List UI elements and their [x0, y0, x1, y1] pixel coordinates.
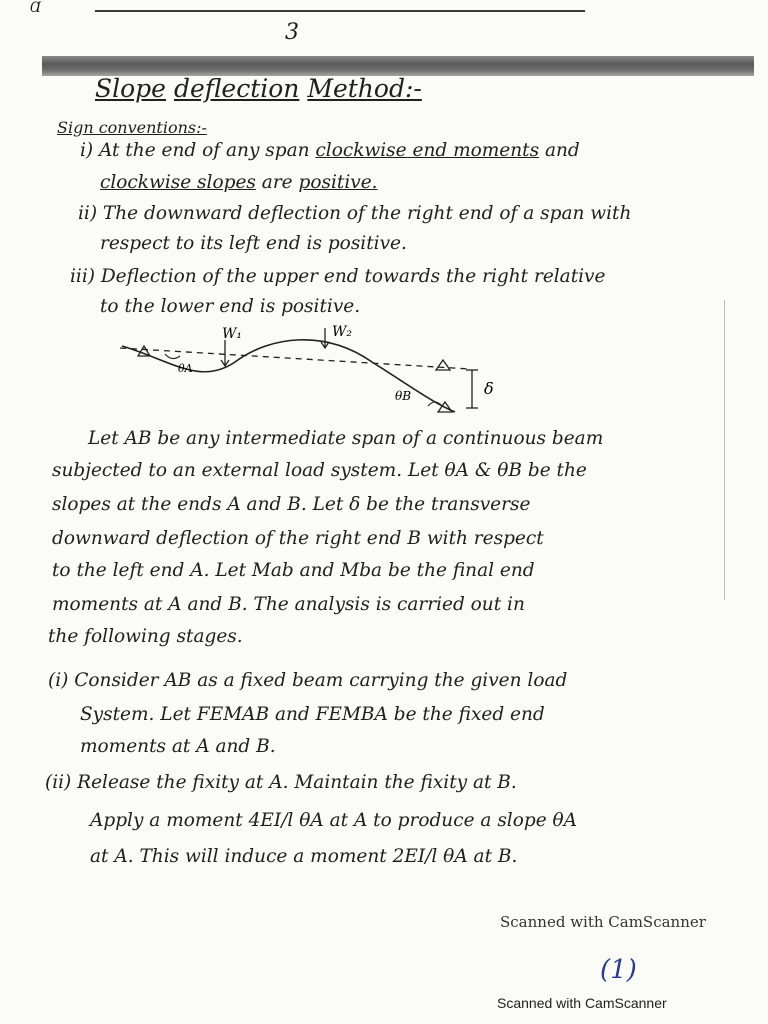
label-w1: W₁: [222, 326, 243, 342]
label-delta: δ: [484, 379, 494, 398]
paragraph-line-3: slopes at the ends A and B. Let δ be the transverse: [52, 494, 531, 515]
theta-a-arc: [165, 354, 180, 359]
notebook-header-bar: [42, 56, 754, 76]
margin-line: [724, 300, 725, 600]
sign-conventions-heading: Sign conventions:-: [57, 118, 207, 137]
paragraph-line-2: subjected to an external load system. Let θA & θB be the: [52, 460, 587, 481]
text-span: i) At the end of any span: [80, 140, 316, 161]
convention-iii-line1: iii) Deflection of the upper end towards the right relative: [70, 266, 606, 287]
page-title: [95, 74, 422, 103]
label-theta-b: θB: [395, 389, 412, 403]
convention-ii-line2: respect to its left end is positive.: [100, 233, 407, 254]
convention-iii-line2: to the lower end is positive.: [100, 296, 361, 317]
text-span-underlined: clockwise end moments: [315, 140, 540, 161]
text-span: are: [255, 172, 299, 193]
text-span-underlined: positive.: [298, 172, 378, 193]
page-circle-number: (1): [600, 955, 637, 985]
stage-ii-line-3: at A. This will induce a moment 2EI/l θA at B.: [90, 846, 518, 867]
page-number: 3: [285, 20, 299, 45]
stage-i-line-2: System. Let FEMAB and FEMBA be the fixed end: [80, 704, 545, 725]
stage-ii-line-1: (ii) Release the fixity at A. Maintain the fixity at B.: [45, 772, 517, 793]
label-theta-a: θA: [178, 362, 193, 375]
convention-i-line1: [80, 140, 580, 161]
paragraph-line-1: Let AB be any intermediate span of a continuous beam: [88, 428, 604, 449]
camscanner-watermark-2: Scanned with CamScanner: [497, 995, 667, 1011]
title-word-slope: Slope: [95, 74, 166, 103]
convention-ii-line1: ii) The downward deflection of the right end of a span with: [78, 203, 632, 224]
label-w2: W₂: [332, 324, 353, 340]
beam-deflection-diagram: [110, 324, 510, 424]
stage-i-line-3: moments at A and B.: [80, 736, 276, 757]
title-word-method: Method:-: [307, 74, 422, 103]
paragraph-line-6: moments at A and B. The analysis is carried out in: [52, 594, 525, 615]
text-span: and: [539, 140, 580, 161]
paragraph-line-4: downward deflection of the right end B with respect: [52, 528, 544, 549]
top-rule: [95, 10, 585, 12]
stage-ii-line-2: Apply a moment 4EI/l θA at A to produce a slope θA: [90, 810, 578, 831]
paragraph-line-7: the following stages.: [48, 626, 243, 647]
top-left-mark: Ɑ: [30, 0, 41, 16]
camscanner-watermark-1: Scanned with CamScanner: [500, 913, 706, 931]
stage-i-line-1: (i) Consider AB as a fixed beam carrying the given load: [48, 670, 568, 691]
title-word-deflection: deflection: [173, 74, 300, 103]
paragraph-line-5: to the left end A. Let Mab and Mba be the final end: [52, 560, 535, 581]
convention-i-line2: [100, 172, 378, 193]
text-span-underlined: clockwise slopes: [100, 172, 256, 193]
support-b-upper-triangle: [436, 360, 450, 370]
